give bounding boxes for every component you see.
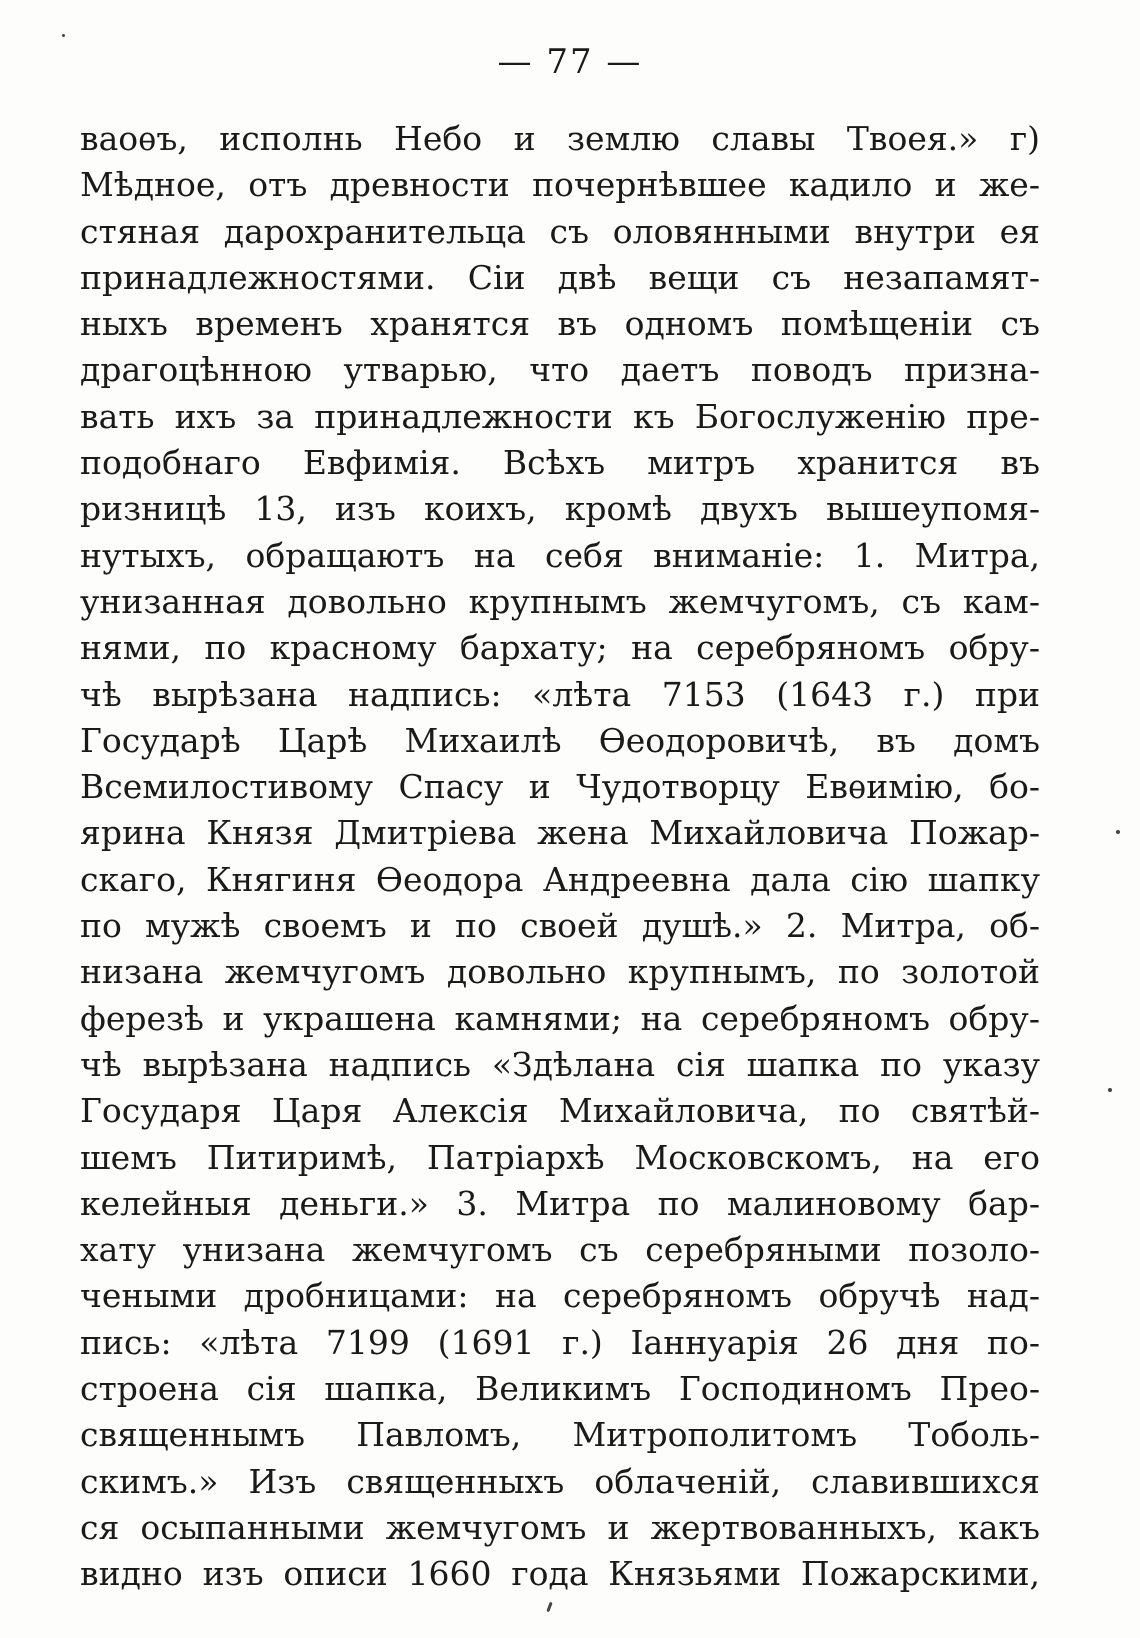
text-line: нями, по красному бархату; на серебряномъ обру- — [80, 628, 1040, 668]
text-line: Всемилостивому Спасу и Чудотворцу Евѳимію, бо- — [80, 767, 1040, 807]
text-line: келейныя деньги.» 3. Митра по малиновому бар- — [80, 1183, 1040, 1223]
text-line: ся осыпанными жемчугомъ и жертвованныхъ, какъ — [80, 1507, 1040, 1547]
text-line: скаго, Княгиня Ѳеодора Андреевна дала сію шапку — [80, 859, 1040, 899]
text-line: ныхъ временъ хранятся въ одномъ помѣщеніи съ — [80, 304, 1040, 344]
text-line: священнымъ Павломъ, Митрополитомъ Тоболь- — [80, 1415, 1040, 1455]
text-line: Государѣ Царѣ Михаилѣ Ѳеодоровичѣ, въ домъ — [80, 720, 1040, 760]
text-line: унизанная довольно крупнымъ жемчугомъ, съ кам- — [80, 581, 1040, 621]
text-line: драгоцѣнною утварью, что даетъ поводъ призна- — [80, 350, 1040, 390]
text-line: по мужѣ своемъ и по своей душѣ.» 2. Митра, об- — [80, 906, 1040, 946]
page-number: — 77 — — [497, 42, 643, 82]
text-line: хату унизана жемчугомъ съ серебряными позоло- — [80, 1230, 1040, 1270]
text-line: низана жемчугомъ довольно крупнымъ, по золотой — [80, 952, 1040, 992]
scan-speck — [62, 34, 65, 37]
text-line: пись: «лѣта 7199 (1691 г.) Іаннуарія 26 дня по- — [80, 1322, 1040, 1362]
text-line: подобнаго Евфимія. Всѣхъ митръ хранится въ — [80, 443, 1040, 483]
text-line: чѣ вырѣзана надпись «Здѣлана сія шапка по указу — [80, 1044, 1040, 1084]
text-line: принадлежностями. Сіи двѣ вещи съ незапамят- — [80, 257, 1040, 297]
text-line: нутыхъ, обращаютъ на себя вниманіе: 1. Митра, — [80, 535, 1040, 575]
text-line: видно изъ описи 1660 года Князьями Пожарскими, — [80, 1554, 1040, 1594]
text-line: скимъ.» Изъ священныхъ облаченій, славившихся — [80, 1461, 1040, 1501]
text-line: ваоѳъ, исполнь Небо и землю славы Твоея.» г) — [80, 119, 1040, 158]
text-line: чеными дробницами: на серебряномъ обручѣ над- — [80, 1276, 1040, 1316]
text-line: Государя Царя Алексія Михайловича, по святѣй- — [80, 1091, 1040, 1131]
body-text — [80, 116, 1040, 1598]
text-line: ферезѣ и украшена камнями; на серебряномъ обру- — [80, 998, 1040, 1038]
text-line: чѣ вырѣзана надпись: «лѣта 7153 (1643 г.) при — [80, 674, 1040, 714]
text-line: стяная дарохранительца съ оловянными внутри ея — [80, 211, 1040, 251]
text-line: шемъ Питиримѣ, Патріархѣ Московскомъ, на его — [80, 1137, 1040, 1177]
text-line: Мѣдное, отъ древности почернѣвшее кадило и же- — [80, 165, 1040, 205]
scan-speck — [1108, 1088, 1112, 1092]
scan-speck — [1116, 830, 1120, 834]
text-line: строена сія шапка, Великимъ Господиномъ Прео- — [80, 1369, 1040, 1409]
text-line: ризницѣ 13, изъ коихъ, кромѣ двухъ вышеупомя- — [80, 489, 1040, 529]
text-line: ярина Князя Дмитріева жена Михайловича Пожар- — [80, 813, 1040, 853]
scan-speck — [546, 1602, 552, 1612]
text-line: вать ихъ за принадлежности къ Богослуженію пре- — [80, 396, 1040, 436]
